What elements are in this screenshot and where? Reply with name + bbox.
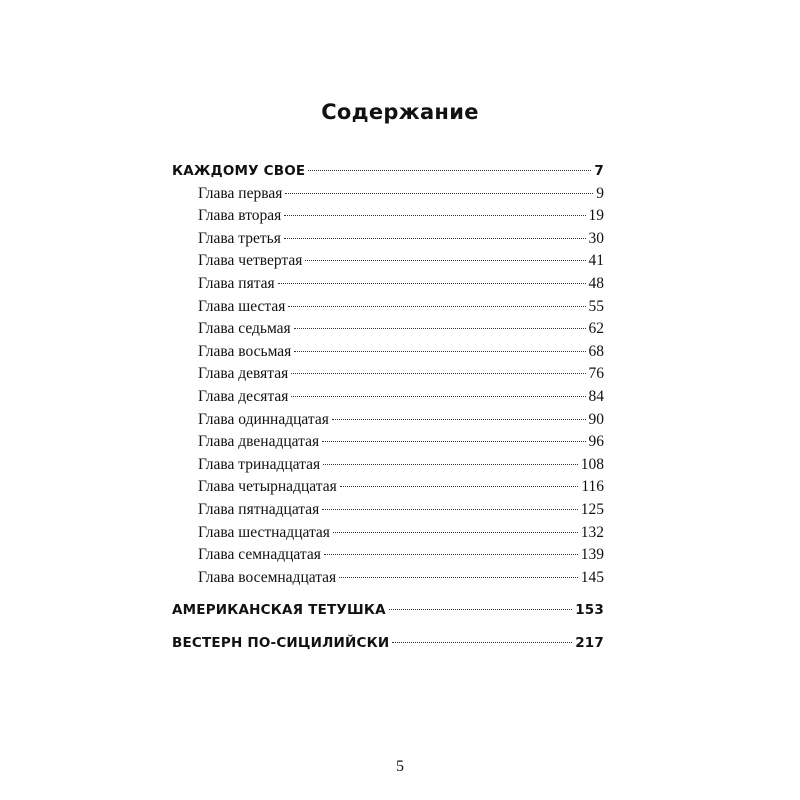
dot-leader (285, 192, 593, 194)
toc-entry-label: Глава шестая (198, 297, 286, 315)
dot-leader (291, 395, 585, 397)
toc-entry-label: Глава вторая (198, 207, 282, 225)
dot-leader (332, 418, 586, 420)
toc-entry-label: Глава седьмая (198, 320, 291, 338)
toc-entry-label: АМЕРИКАНСКАЯ ТЕТУШКА (172, 602, 386, 619)
dot-leader (305, 259, 585, 261)
toc-entry-chapter (172, 544, 604, 567)
toc-entry-label: Глава одиннадцатая (198, 410, 329, 428)
dot-leader (392, 641, 572, 643)
toc-entry-label: Глава пятнадцатая (198, 500, 320, 518)
dot-leader (340, 485, 579, 487)
dot-leader (288, 305, 585, 307)
toc-entry-label: Глава семнадцатая (198, 546, 321, 564)
toc-entry-section (172, 632, 604, 655)
toc-entry-page: 145 (580, 568, 604, 586)
dot-leader (294, 327, 586, 329)
table-of-contents (172, 160, 604, 654)
dot-leader (308, 169, 591, 171)
dot-leader (284, 237, 586, 239)
toc-entry-chapter (172, 228, 604, 251)
toc-entry-chapter (172, 341, 604, 364)
toc-entry-label: Глава восемнадцатая (198, 568, 337, 586)
dot-leader (294, 350, 585, 352)
dot-leader (322, 440, 585, 442)
toc-entry-chapter (172, 409, 604, 432)
toc-entry-label: Глава девятая (198, 365, 289, 383)
toc-entry-chapter (172, 205, 604, 228)
toc-entry-page: 132 (580, 523, 604, 541)
toc-entry-label: Глава четырнадцатая (198, 478, 337, 496)
toc-entry-page: 55 (588, 297, 604, 315)
toc-entry-chapter (172, 296, 604, 319)
toc-entry-chapter (172, 273, 604, 296)
toc-entry-page: 84 (588, 387, 604, 405)
dot-leader (323, 463, 578, 465)
toc-entry-chapter (172, 386, 604, 409)
toc-entry-page: 68 (588, 342, 604, 360)
toc-entry-page: 62 (588, 320, 604, 338)
toc-entry-page: 7 (594, 163, 604, 179)
dot-leader (333, 531, 578, 533)
toc-entry-chapter (172, 454, 604, 477)
toc-entry-label: Глава шестнадцатая (198, 523, 330, 541)
dot-leader (322, 508, 577, 510)
toc-entry-label: Глава первая (198, 184, 283, 202)
toc-entry-label: Глава десятая (198, 387, 289, 405)
toc-entry-page: 19 (588, 207, 604, 225)
dot-leader (324, 553, 578, 555)
toc-entry-page: 76 (588, 365, 604, 383)
toc-entry-page: 9 (596, 184, 604, 202)
toc-entry-label: Глава двенадцатая (198, 433, 320, 451)
toc-entry-chapter (172, 318, 604, 341)
toc-entry-chapter (172, 476, 604, 499)
toc-entry-chapter (172, 363, 604, 386)
toc-entry-chapter (172, 499, 604, 522)
toc-entry-label: Глава четвертая (198, 252, 303, 270)
toc-entry-label: КАЖДОМУ СВОЕ (172, 163, 306, 179)
toc-entry-label: Глава третья (198, 229, 281, 247)
toc-entry-label: Глава восьмая (198, 342, 292, 360)
dot-leader (389, 608, 572, 610)
toc-entry-page: 48 (588, 274, 604, 292)
toc-entry-label: ВЕСТЕРН ПО-СИЦИЛИЙСКИ (172, 634, 390, 651)
toc-entry-chapter (172, 567, 604, 590)
toc-entry-page: 108 (580, 455, 604, 473)
toc-entry-page: 125 (580, 500, 604, 518)
dot-leader (284, 214, 585, 216)
toc-entry-page: 41 (588, 252, 604, 270)
dot-leader (291, 372, 585, 374)
toc-entry-page: 90 (588, 410, 604, 428)
dot-leader (278, 282, 586, 284)
toc-entry-page: 139 (580, 546, 604, 564)
toc-entry-page: 217 (575, 634, 604, 651)
toc-entry-chapter (172, 250, 604, 273)
toc-entry-page: 116 (581, 478, 604, 496)
toc-entry-chapter (172, 183, 604, 206)
toc-entry-section (172, 599, 604, 622)
toc-entry-chapter (172, 431, 604, 454)
dot-leader (339, 576, 578, 578)
toc-entry-label: Глава пятая (198, 274, 275, 292)
toc-entry-page: 153 (575, 602, 604, 619)
page-number: 5 (396, 758, 404, 775)
toc-entry-section (172, 160, 604, 183)
toc-entry-page: 30 (588, 229, 604, 247)
toc-entry-label: Глава тринадцатая (198, 455, 321, 473)
page-title: Содержание (321, 100, 479, 124)
toc-entry-page: 96 (588, 433, 604, 451)
toc-entry-chapter (172, 522, 604, 545)
